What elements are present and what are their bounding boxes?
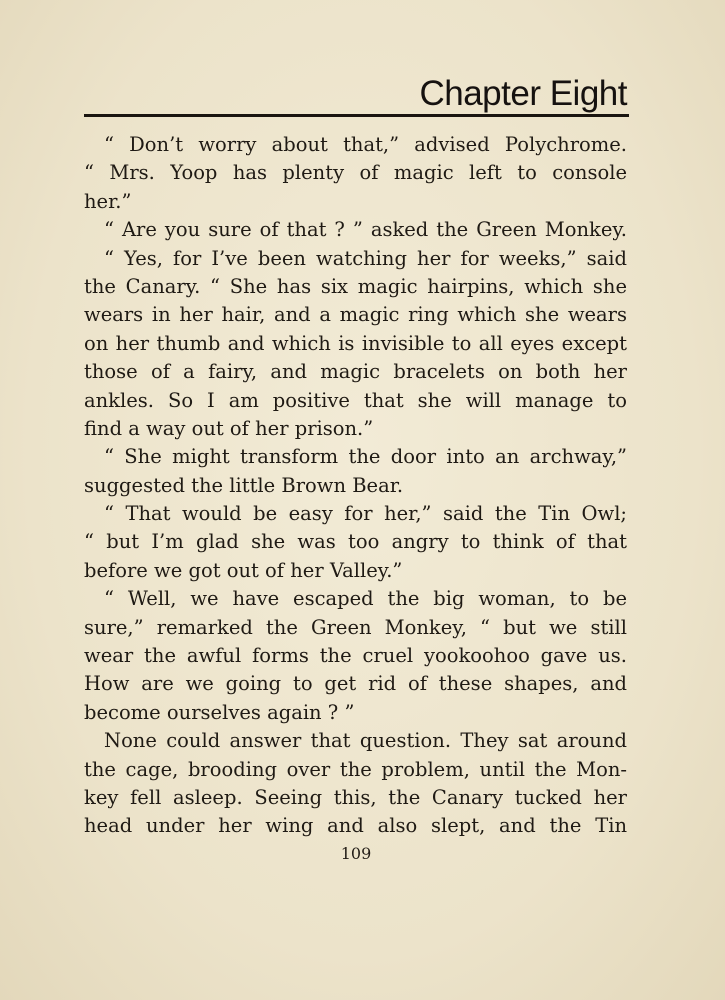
text-line: wear the awful forms the cruel yookoohoo gave us. (84, 644, 627, 668)
page-number: 109 (340, 844, 372, 863)
text-line: the Canary. “ She has six magic hairpins, which she (84, 274, 627, 298)
text-line: suggested the little Brown Bear. (84, 473, 404, 497)
chapter-heading: Chapter Eight (419, 74, 627, 113)
text-line: wears in her hair, and a magic ring which she wears (84, 303, 627, 327)
text-line: None could answer that question. They sat around (104, 729, 627, 753)
text-line: before we got out of her Valley.” (84, 558, 403, 582)
text-line: ankles. So I am positive that she will manage to (84, 388, 627, 412)
text-line: on her thumb and which is invisible to all eyes except (84, 331, 627, 355)
text-line: How are we going to get rid of these shapes, and (84, 672, 627, 696)
text-line: her.” (84, 189, 132, 213)
text-line: “ That would be easy for her,” said the Tin Owl; (104, 502, 627, 526)
text-line: “ She might transform the door into an archway,” (104, 445, 627, 469)
heading-rule (84, 114, 629, 117)
text-line: “ Yes, for I’ve been watching her for weeks,” said (104, 246, 627, 270)
text-line: “ Well, we have escaped the big woman, to be (104, 587, 627, 611)
text-line: key fell asleep. Seeing this, the Canary tucked her (84, 785, 627, 809)
text-line: “ Mrs. Yoop has plenty of magic left to console (84, 161, 627, 185)
body-text (84, 131, 627, 841)
text-line: those of a fairy, and magic bracelets on both her (84, 360, 627, 384)
text-line: “ Don’t worry about that,” advised Polychrome. (104, 133, 627, 156)
text-line: the cage, brooding over the problem, until the Mon- (84, 757, 627, 781)
text-line: sure,” remarked the Green Monkey, “ but we still (84, 615, 627, 639)
text-line: become ourselves again ? ” (84, 700, 355, 724)
text-line: find a way out of her prison.” (84, 416, 374, 440)
text-line: “ Are you sure of that ? ” asked the Green Monkey. (104, 218, 627, 242)
text-line: “ but I’m glad she was too angry to think of that (84, 530, 627, 554)
text-line: head under her wing and also slept, and the Tin (84, 814, 627, 838)
